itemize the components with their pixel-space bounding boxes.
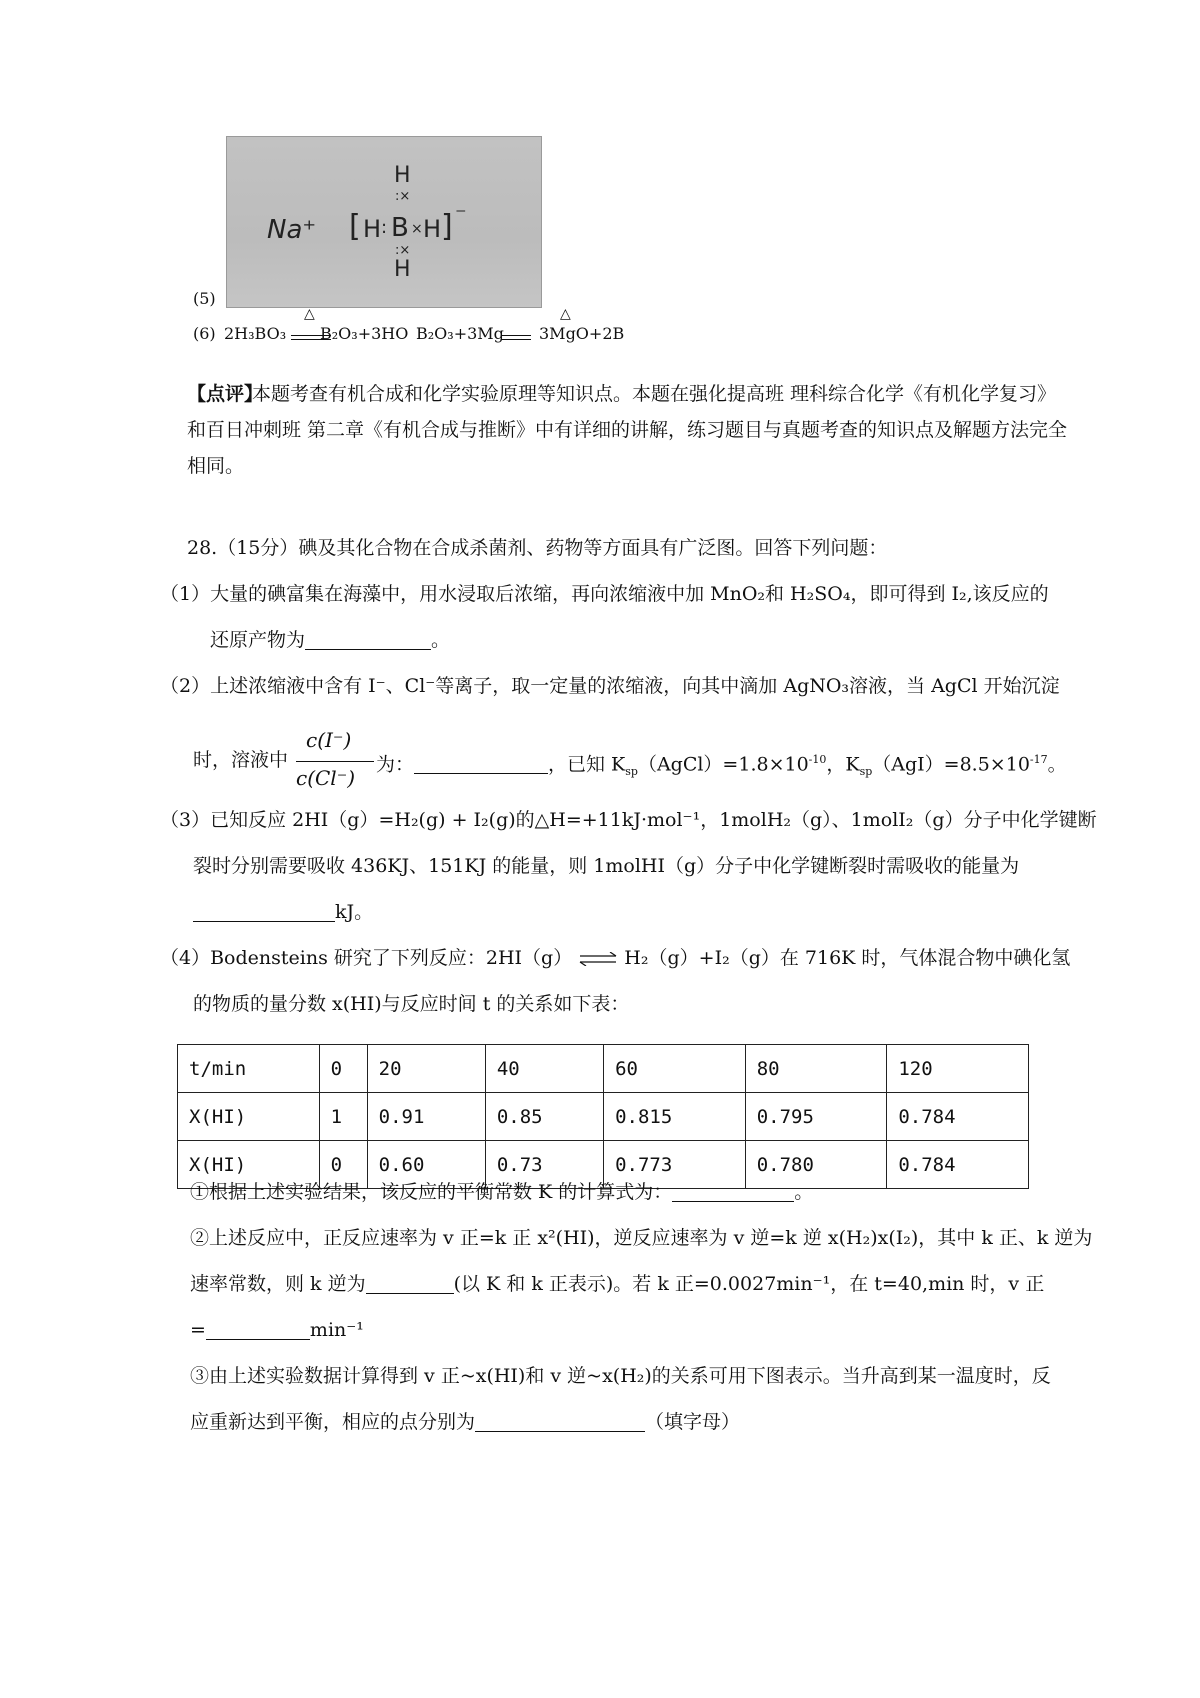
eq2-right: 3MgO+2B [539,324,625,343]
answer-blank-1[interactable] [305,629,431,650]
comment-line-1: 本题考查有机合成和化学实验原理等知识点。本题在强化提高班 理科综合化学《有机化学复习》 [252,383,1057,405]
answer-blank-2[interactable] [414,753,548,774]
hw-top-h: H [394,163,411,188]
table-cell: 0.795 [745,1093,887,1141]
table-cell: 40 [485,1045,603,1093]
hw-dots-bottom: :× [395,243,411,258]
heat-icon-1: △ [304,306,315,322]
hw-dot-right: × [411,221,423,237]
table-cell: 1 [319,1093,367,1141]
table-cell: 120 [887,1045,1029,1093]
table-cell: 0.773 [604,1141,746,1189]
lewis-structure-photo [226,136,542,308]
p3-line2: 裂时分别需要吸收 436KJ、151KJ 的能量，则 1molHI（g）分子中化学键断裂时需吸收的能量为 [193,855,1020,877]
p4-line1 [160,944,1070,972]
frac-numerator: c(I⁻) [306,728,352,752]
sub2-line3-b: min⁻¹ [309,1319,364,1341]
exp-1: -10 [808,753,827,766]
q28-heading: 28.（15分）碘及其化合物在合成杀菌剂、药物等方面具有广泛图。回答下列问题： [187,537,888,559]
eq1-left: 2H₃BO₃ [224,324,287,343]
table-cell: X(HI) [178,1093,320,1141]
p4-line1-a: （4）Bodensteins 研究了下列反应：2HI（g） [160,947,573,969]
answer-blank-6[interactable] [206,1319,310,1340]
sub3-line2 [190,1408,740,1436]
frac-bar [296,761,374,762]
sub1-text: ①根据上述实验结果，该反应的平衡常数 K 的计算式为： [190,1181,673,1203]
table-cell: 80 [745,1045,887,1093]
answer-blank-5[interactable] [366,1273,454,1294]
sub2-line2 [190,1270,1044,1298]
p1-line2-end: 。 [431,629,451,651]
sub3-line2-b: （填字母） [645,1411,741,1433]
sub1-line [190,1178,813,1206]
data-table [177,1044,1029,1189]
table-cell: 0 [319,1045,367,1093]
sub2-line2-b: (以 K 和 k 正表示)。若 k 正=0.0027min⁻¹，在 t=40,min 时，v 正 [453,1273,1045,1295]
ksp-sub-2: sp [859,765,873,779]
table-cell: 0.780 [745,1141,887,1189]
p2-line2-c: ，已知 K [548,753,626,776]
table-row [178,1093,1029,1141]
eq2-arrow-bottom [501,339,531,340]
p3-line3-end: kJ。 [335,901,374,923]
table-cell: 0.73 [485,1141,603,1189]
answer-blank-3[interactable] [193,901,335,922]
sub3-line2-a: 应重新达到平衡，相应的点分别为 [190,1411,476,1433]
answer-blank-7[interactable] [475,1411,645,1432]
table-row [178,1045,1029,1093]
comment-line-2: 和百日冲刺班 第二章《有机合成与推断》中有详细的讲解，练习题目与真题考查的知识点及解题方法完全 [187,419,1068,441]
p3-line3 [193,898,373,926]
frac-denominator: c(Cl⁻) [296,766,356,790]
p1-line2-text: 还原产物为 [210,629,306,651]
hw-bracket-open: [ [349,209,361,244]
hw-center-atom: B [391,213,409,243]
p4-line1-b: H₂（g）+I₂（g）在 716K 时，气体混合物中碘化氢 [624,947,1071,969]
p2-line2-f: （AgI）=8.5×10 [872,753,1030,776]
p1-line1: （1）大量的碘富集在海藻中，用水浸取后浓缩，再向浓缩液中加 MnO₂和 H₂SO₄，即可得到 I₂,该反应的 [160,583,1049,605]
heat-icon-2: △ [560,306,571,322]
hw-dot-left: : [381,217,388,238]
part5-label: (5) [193,289,216,308]
comment-line-3: 相同。 [187,455,245,477]
equilibrium-arrow-icon [578,952,618,966]
table-cell: 0.784 [887,1093,1029,1141]
table-cell: X(HI) [178,1141,320,1189]
hw-right-h: H [423,215,442,243]
p3-line1: （3）已知反应 2HI（g）=H₂(g) + I₂(g)的△H=+11kJ·mol⁻¹，1molH₂（g）、1molI₂（g）分子中化学键断 [160,809,1097,831]
p2-line2-a: 时，溶液中 [193,749,289,771]
p2-line1: （2）上述浓缩液中含有 I⁻、Cl⁻等离子，取一定量的浓缩液，向其中滴加 AgNO₃溶液，当 AgCl 开始沉淀 [160,675,1060,697]
sub2-line3-a: = [190,1319,206,1341]
p2-line2-b: 为： [376,753,415,776]
p2-line2-e: ，K [826,753,860,776]
hw-charge: ⁻ [455,203,467,228]
answer-blank-4[interactable] [672,1181,794,1202]
hw-bottom-h: H [394,257,411,282]
table-cell: 60 [604,1045,746,1093]
comment-title: 【点评】 [187,383,264,405]
sub2-line3 [190,1316,364,1344]
p1-line2 [210,626,450,654]
hw-cation: Na⁺ [267,215,317,245]
eq2-left: B₂O₃+3Mg [416,324,504,343]
eq2-arrow-top [501,335,531,336]
p2-line2-rest [376,746,1067,786]
hw-bracket-close: ] [441,209,453,244]
part6-label: (6) [193,324,216,343]
sub3-line1: ③由上述实验数据计算得到 v 正~x(HI)和 v 逆~x(H₂)的关系可用下图表示。当升高到某一温度时，反 [190,1365,1051,1387]
table-cell: 0.815 [604,1093,746,1141]
p2-line2-d: （AgCl）=1.8×10 [637,753,809,776]
table-cell: 0.91 [367,1093,485,1141]
table-cell: 0 [319,1141,367,1189]
p4-line2: 的物质的量分数 x(HI)与反应时间 t 的关系如下表： [193,993,630,1015]
ksp-sub-1: sp [625,765,638,779]
sub2-line1: ②上述反应中，正反应速率为 v 正=k 正 x²(HI)，逆反应速率为 v 逆=k 逆 x(H₂)x(I₂)，其中 k 正、k 逆为 [190,1227,1093,1249]
table-cell: t/min [178,1045,320,1093]
table-cell: 0.85 [485,1093,603,1141]
table-cell: 0.784 [887,1141,1029,1189]
table-cell: 0.60 [367,1141,485,1189]
hw-dots-top: :× [395,189,411,204]
hw-left-h: H [363,215,382,243]
sub1-end: 。 [794,1181,814,1203]
exp-2: -17 [1029,753,1048,766]
table-cell: 20 [367,1045,485,1093]
p2-line2-g: 。 [1047,753,1067,776]
sub2-line2-a: 速率常数，则 k 逆为 [190,1273,366,1295]
eq1-right: B₂O₃+3HO [320,324,409,343]
